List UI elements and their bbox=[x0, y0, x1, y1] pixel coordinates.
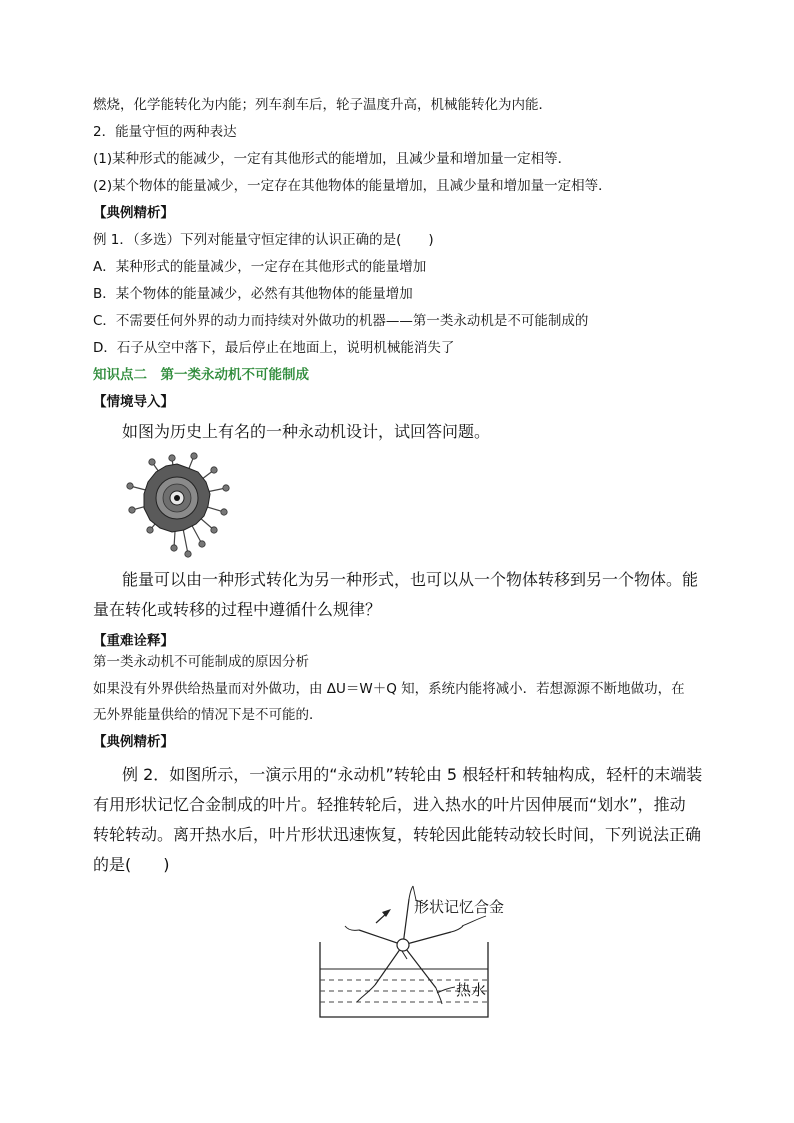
example-heading: 【典例精析】 bbox=[93, 205, 174, 221]
question-stem: 有用形状记忆合金制成的叶片。轻推转轮后，进入热水的叶片因伸展而“划水”，推动 bbox=[93, 795, 686, 814]
memory-alloy-wheel-figure bbox=[315, 885, 525, 1025]
question-stem: 转轮转动。离开热水后，叶片形状迅速恢复，转轮因此能转动较长时间，下列说法正确 bbox=[93, 825, 702, 844]
text-line: 如果没有外界供给热量而对外做功，由 ΔU＝W＋Q 知，系统内能将减小．若想源源不断地做功，在 bbox=[93, 681, 685, 697]
option-d: D．石子从空中落下，最后停止在地面上，说明机械能消失了 bbox=[93, 340, 455, 356]
perpetual-wheel-figure bbox=[122, 448, 232, 560]
question-stem: 例 2．如图所示，一演示用的“永动机”转轮由 5 根轻杆和转轴构成，轻杆的末端装 bbox=[122, 765, 703, 784]
paragraph-text: 量在转化或转移的过程中遵循什么规律？ bbox=[93, 600, 382, 619]
option-a: A．某种形式的能量减少，一定存在其他形式的能量增加 bbox=[93, 259, 427, 275]
option-b: B．某个物体的能量减少，必然有其他物体的能量增加 bbox=[93, 286, 413, 302]
paragraph-text: 能量可以由一种形式转化为另一种形式，也可以从一个物体转移到另一个物体。能 bbox=[122, 570, 699, 589]
question-stem: 的是( ) bbox=[93, 855, 170, 874]
example-heading: 【典例精析】 bbox=[93, 734, 174, 750]
text-line: (1)某种形式的能减少，一定有其他形式的能增加，且减少量和增加量一定相等． bbox=[93, 151, 572, 167]
knowledge-point-title: 知识点二 第一类永动机不可能制成 bbox=[93, 367, 309, 383]
section-heading: 2．能量守恒的两种表达 bbox=[93, 124, 237, 140]
option-c: C．不需要任何外界的动力而持续对外做功的机器——第一类永动机是不可能制成的 bbox=[93, 313, 589, 329]
scenario-heading: 【情境导入】 bbox=[93, 394, 174, 410]
text-line: 无外界能量供给的情况下是不可能的． bbox=[93, 707, 323, 723]
scenario-text: 如图为历史上有名的一种永动机设计，试回答问题。 bbox=[122, 422, 491, 441]
question-stem: 例 1．（多选）下列对能量守恒定律的认识正确的是( ) bbox=[93, 232, 434, 248]
analysis-heading: 【重难诠释】 bbox=[93, 633, 174, 649]
text-line: 燃烧，化学能转化为内能；列车刹车后，轮子温度升高，机械能转化为内能． bbox=[93, 97, 552, 113]
alloy-label: 形状记忆合金 bbox=[414, 900, 505, 916]
hot-water-label: 热水 bbox=[456, 983, 487, 999]
text-line: (2)某个物体的能量减少，一定存在其他物体的能量增加，且减少量和增加量一定相等． bbox=[93, 178, 612, 194]
text-line: 第一类永动机不可能制成的原因分析 bbox=[93, 654, 309, 670]
